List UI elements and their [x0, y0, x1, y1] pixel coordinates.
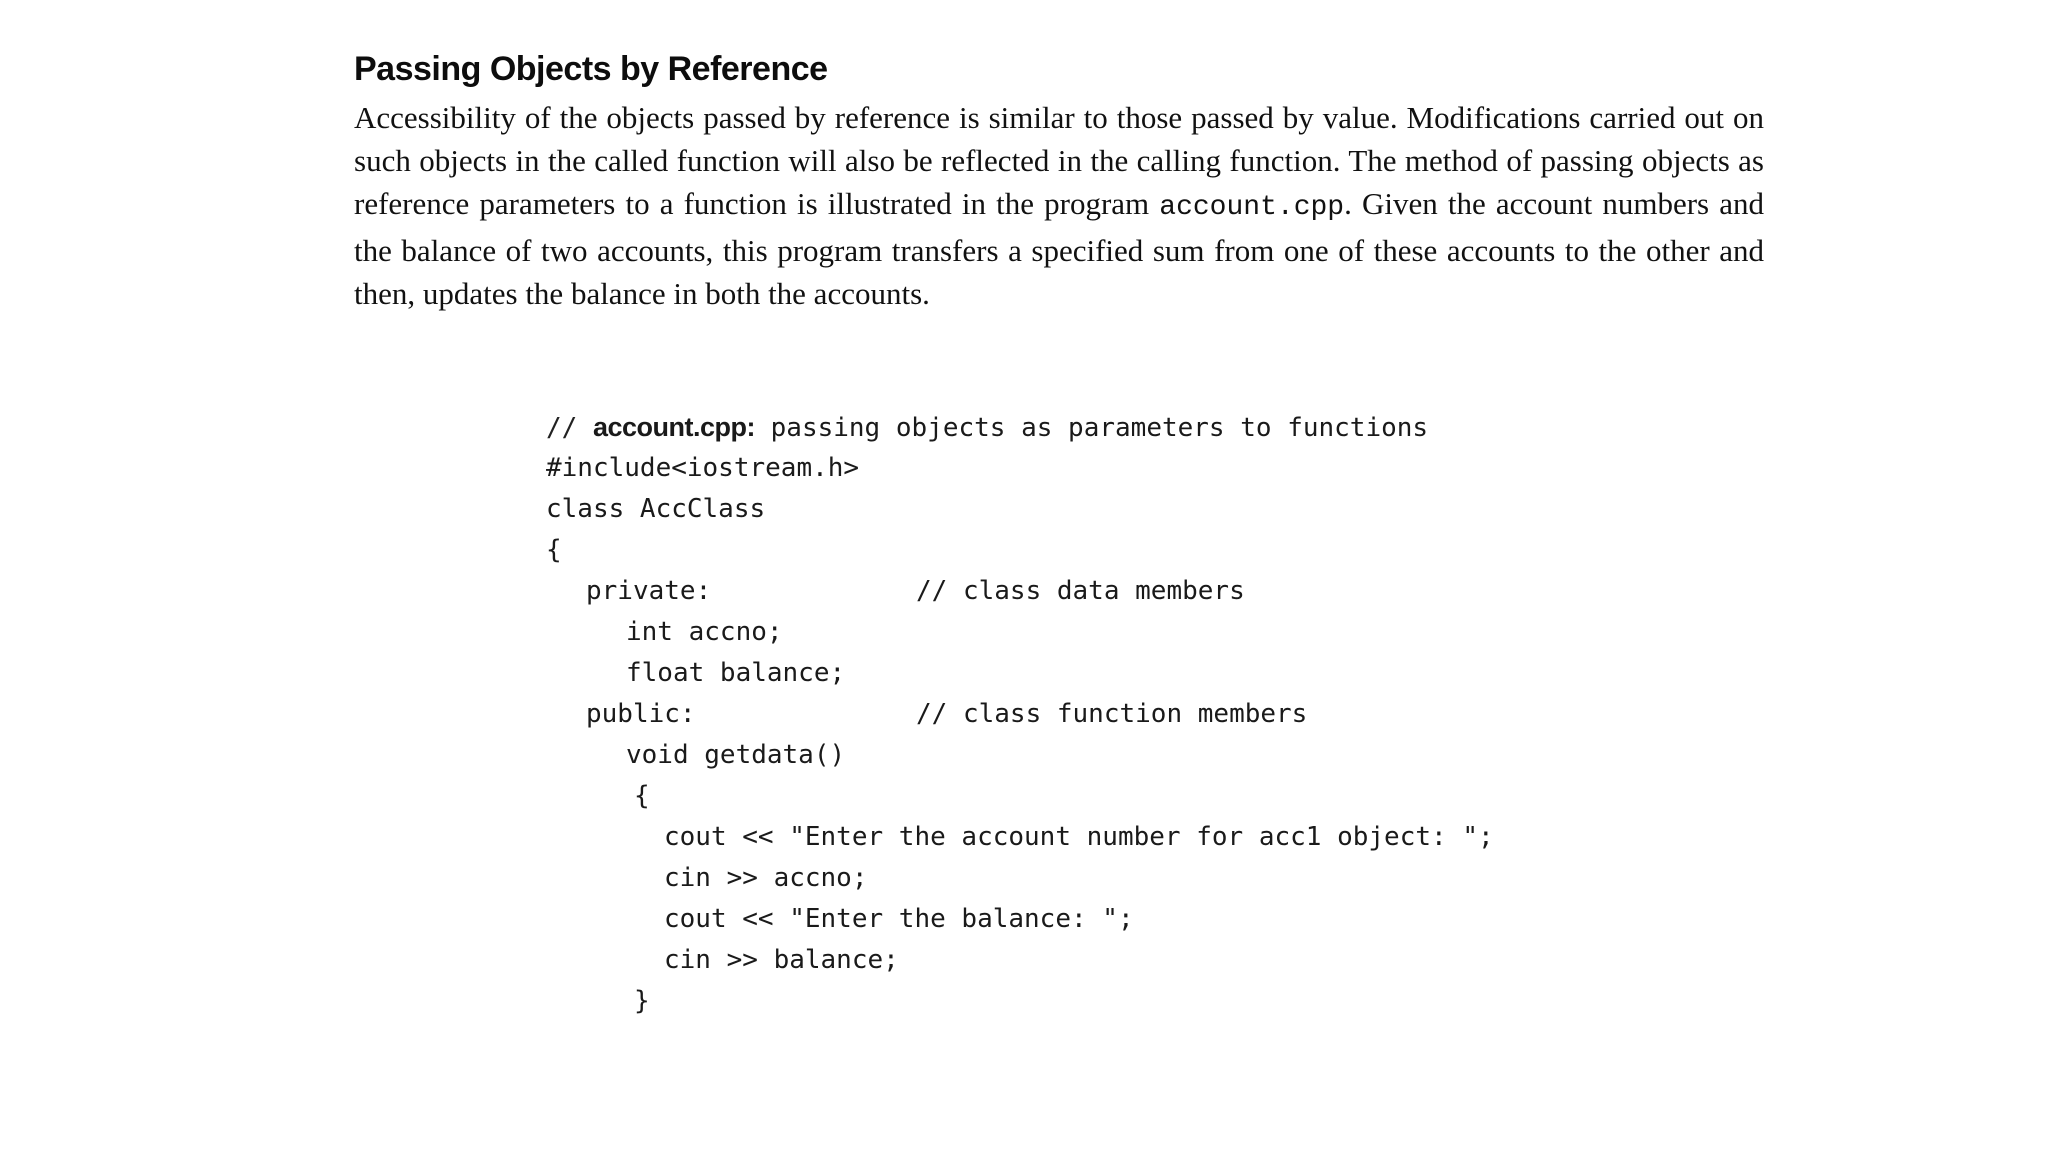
paragraph-text-part-1: Accessibility of the objects passed by reference is similar to those passed by value. Modifications carried out on such objects in the called function will also be reflected in the calling function. The method of passing objects as reference parameters to a function is illustrated in the program: [354, 100, 1764, 221]
body-paragraph: [354, 96, 1764, 315]
code-line: cin >> balance;: [664, 945, 899, 975]
code-line: #include<iostream.h>: [546, 453, 860, 483]
code-line: {: [546, 535, 562, 565]
comment-prefix: //: [546, 413, 593, 443]
code-line: cout << "Enter the account number for acc1 object: ";: [664, 822, 1494, 852]
code-line: void getdata(): [626, 740, 846, 770]
paragraph-text-part-2: . Given the account numbers and the balance of two accounts, this program transfers a specified sum from one of these accounts to the other and then, updates the balance in both the accounts.: [354, 186, 1764, 311]
code-comment-public: // class function members: [916, 699, 1308, 729]
section-heading: Passing Objects by Reference: [354, 50, 828, 88]
code-line: {: [634, 781, 650, 811]
code-comment-private: // class data members: [916, 576, 1245, 606]
code-header-comment: [546, 410, 1428, 445]
code-line: cin >> accno;: [664, 863, 868, 893]
code-line: float balance;: [626, 658, 846, 688]
code-line: class AccClass: [546, 494, 766, 524]
code-line: cout << "Enter the balance: ";: [664, 904, 1134, 934]
code-line: int accno;: [626, 617, 783, 647]
inline-code-filename: account.cpp: [1159, 192, 1345, 223]
code-line: }: [634, 986, 650, 1016]
code-filename: account.cpp:: [592, 412, 755, 442]
comment-text: passing objects as parameters to functions: [754, 413, 1429, 443]
code-line: private:: [586, 576, 712, 606]
code-line: public:: [586, 699, 696, 729]
